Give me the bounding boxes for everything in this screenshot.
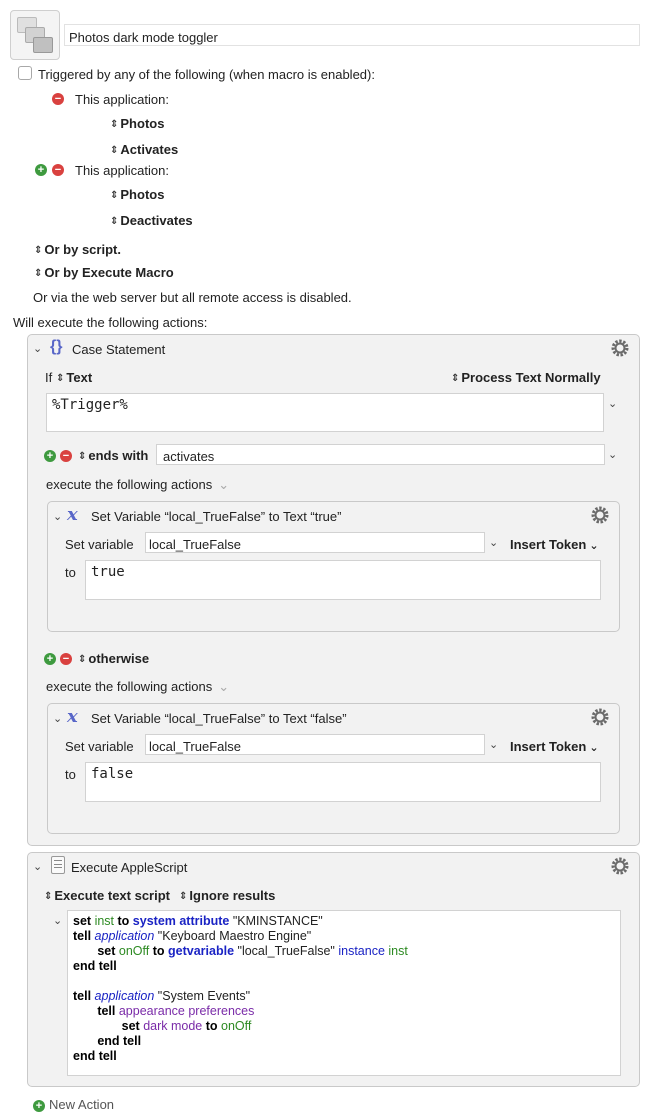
updown-icon: ⇕ <box>110 189 118 201</box>
variable-icon: x <box>67 706 78 727</box>
updown-icon: ⇕ <box>451 372 459 384</box>
results-select[interactable]: ⇕ Ignore results <box>179 888 276 903</box>
updown-icon: ⇕ <box>179 890 187 902</box>
action-1-gear-icon[interactable] <box>590 505 610 525</box>
text-token-chevron-icon[interactable]: ⌄ <box>608 398 618 410</box>
script-editor[interactable]: set inst to system attribute "KMINSTANCE" tell application "Keyboard Maestro Engine" set onOff to getvariable "local_TrueFalse" instance inst end tell tell application "System Events" tell appearance preferences set dark mode to onOff end tell end tell <box>67 910 621 1076</box>
new-action-button[interactable]: + New Action <box>33 1097 114 1112</box>
process-text-select[interactable]: ⇕ Process Text Normally <box>451 370 601 385</box>
triggers-checkbox[interactable] <box>18 66 32 80</box>
case-text-input[interactable]: %Trigger% <box>46 393 604 432</box>
variable-name-input-1[interactable]: local_TrueFalse <box>145 532 485 553</box>
text-type-select[interactable]: ⇕ Text <box>56 370 93 385</box>
collapse-action-1-icon[interactable]: ⌄ <box>53 511 63 523</box>
set-variable-label-2: Set variable <box>65 739 134 754</box>
action-2-title: Set Variable “local_TrueFalse” to Text “false” <box>91 711 347 726</box>
trigger-2-event-select[interactable]: ⇕ Deactivates <box>110 213 193 228</box>
or-by-execute-macro-select[interactable]: ⇕ Or by Execute Macro <box>34 265 174 280</box>
updown-icon: ⇕ <box>110 144 118 156</box>
insert-token-button-1[interactable]: Insert Token ⌄ <box>510 537 599 552</box>
value-input-1[interactable]: true <box>85 560 601 600</box>
to-label-1: to <box>65 565 76 580</box>
condition-select[interactable]: ⇕ ends with <box>78 448 149 463</box>
if-label: If <box>45 370 53 385</box>
execute-mode-select[interactable]: ⇕ Execute text script <box>44 888 170 903</box>
variable-chevron-icon-2[interactable]: ⌄ <box>489 739 499 751</box>
macro-name: Photos dark mode toggler <box>69 30 218 45</box>
to-label-2: to <box>65 767 76 782</box>
case-gear-icon[interactable] <box>610 338 630 358</box>
chevron-down-icon: ⌄ <box>218 477 230 492</box>
execute-label-2[interactable]: execute the following actions ⌄ <box>46 679 230 694</box>
triggers-header: Triggered by any of the following (when macro is enabled): <box>38 67 375 82</box>
updown-icon: ⇕ <box>110 215 118 227</box>
variable-icon: x <box>67 504 78 525</box>
trigger-1-label: This application: <box>75 92 169 107</box>
macro-name-field[interactable] <box>64 24 640 46</box>
action-2-gear-icon[interactable] <box>590 707 610 727</box>
macro-icon[interactable] <box>10 10 60 60</box>
collapse-applescript-icon[interactable]: ⌄ <box>33 861 43 873</box>
add-case-icon[interactable]: + <box>44 450 56 462</box>
updown-icon: ⇕ <box>34 267 42 279</box>
applescript-gear-icon[interactable] <box>610 856 630 876</box>
updown-icon: ⇕ <box>44 890 52 902</box>
remove-trigger-1-icon[interactable]: − <box>52 93 64 105</box>
remove-otherwise-icon[interactable]: − <box>60 653 72 665</box>
updown-icon: ⇕ <box>78 653 86 665</box>
updown-icon: ⇕ <box>110 118 118 130</box>
condition-value-input[interactable]: activates <box>156 444 605 465</box>
trigger-1-app-select[interactable]: ⇕ Photos <box>110 116 165 131</box>
condition-chevron-icon[interactable]: ⌄ <box>608 449 618 461</box>
add-otherwise-icon[interactable]: + <box>44 653 56 665</box>
updown-icon: ⇕ <box>56 372 64 384</box>
otherwise-select[interactable]: ⇕ otherwise <box>78 651 150 666</box>
trigger-2-app-select[interactable]: ⇕ Photos <box>110 187 165 202</box>
chevron-down-icon: ⌄ <box>589 540 599 552</box>
execute-label-1[interactable]: execute the following actions ⌄ <box>46 477 230 492</box>
collapse-action-2-icon[interactable]: ⌄ <box>53 713 63 725</box>
collapse-case-icon[interactable]: ⌄ <box>33 343 43 355</box>
chevron-down-icon: ⌄ <box>589 742 599 754</box>
insert-token-button-2[interactable]: Insert Token ⌄ <box>510 739 599 754</box>
web-server-note: Or via the web server but all remote access is disabled. <box>33 290 352 305</box>
updown-icon: ⇕ <box>34 244 42 256</box>
remove-case-icon[interactable]: − <box>60 450 72 462</box>
case-title: Case Statement <box>72 342 166 357</box>
script-chevron-icon[interactable]: ⌄ <box>53 915 63 927</box>
applescript-title: Execute AppleScript <box>71 860 188 875</box>
trigger-2-label: This application: <box>75 163 169 178</box>
actions-header: Will execute the following actions: <box>13 315 208 330</box>
value-input-2[interactable]: false <box>85 762 601 802</box>
braces-icon: {} <box>50 338 63 355</box>
remove-trigger-2-icon[interactable]: − <box>52 164 64 176</box>
chevron-down-icon: ⌄ <box>218 679 230 694</box>
script-file-icon <box>51 856 65 874</box>
add-trigger-icon[interactable]: + <box>35 164 47 176</box>
updown-icon: ⇕ <box>78 450 86 462</box>
variable-chevron-icon-1[interactable]: ⌄ <box>489 537 499 549</box>
or-by-script-select[interactable]: ⇕ Or by script. <box>34 242 121 257</box>
action-1-title: Set Variable “local_TrueFalse” to Text “true” <box>91 509 342 524</box>
variable-name-input-2[interactable]: local_TrueFalse <box>145 734 485 755</box>
trigger-1-event-select[interactable]: ⇕ Activates <box>110 142 179 157</box>
set-variable-label-1: Set variable <box>65 537 134 552</box>
add-icon: + <box>33 1100 45 1112</box>
